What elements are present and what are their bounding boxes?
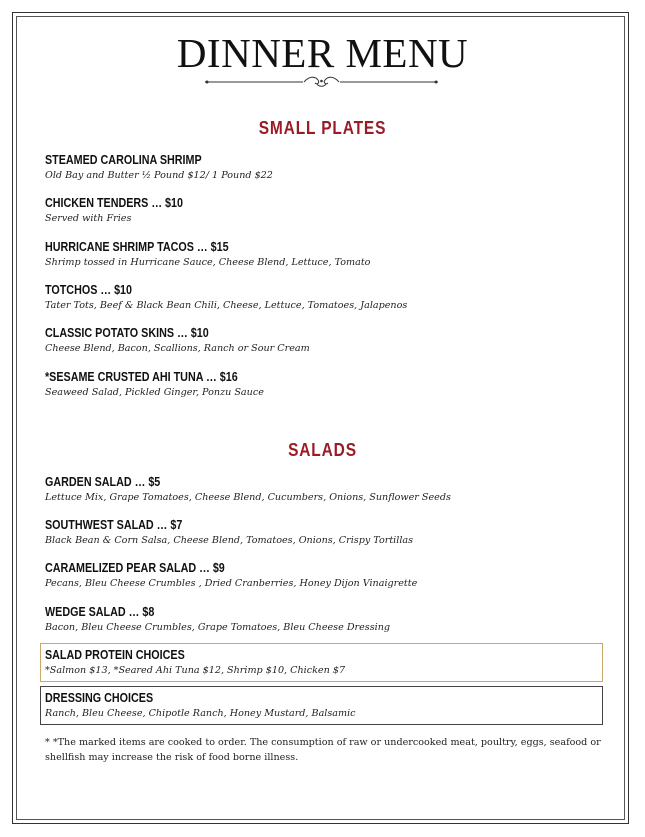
item-description: Shrimp tossed in Hurricane Sauce, Cheese Blend, Lettuce, Tomato	[45, 257, 371, 268]
menu-item	[45, 560, 605, 591]
section-heading-small-plates: SMALL PLATES	[258, 118, 387, 138]
menu-item	[45, 152, 605, 183]
item-description: Bacon, Bleu Cheese Crumbles, Grape Tomatoes, Bleu Cheese Dressing	[45, 622, 391, 633]
item-description: Old Bay and Butter ½ Pound $12/ 1 Pound $22	[45, 170, 273, 181]
protein-choices	[45, 647, 605, 678]
dressing-choices-title: DRESSING CHOICES	[45, 691, 154, 705]
item-name: STEAMED CAROLINA SHRIMP	[45, 153, 202, 167]
protein-choices-list: *Salmon $13, *Seared Ahi Tuna $12, Shrimp $10, Chicken $7	[45, 665, 346, 676]
item-description: Served with Fries	[45, 213, 132, 224]
flourish-divider-icon	[205, 75, 438, 89]
menu-item	[45, 239, 605, 270]
item-description: Pecans, Bleu Cheese Crumbles , Dried Cranberries, Honey Dijon Vinaigrette	[45, 578, 418, 589]
item-name: *SESAME CRUSTED AHI TUNA … $16	[45, 370, 238, 384]
item-name: CHICKEN TENDERS … $10	[45, 196, 183, 210]
food-safety-footnote: * *The marked items are cooked to order. The consumption of raw or undercooked meat, poultry, eggs, seafood or shellfish may increase the risk of food borne illness.	[45, 737, 601, 763]
item-name: TOTCHOS … $10	[45, 283, 133, 297]
protein-choices-title: SALAD PROTEIN CHOICES	[45, 648, 185, 662]
menu-item	[45, 474, 605, 505]
item-description: Cheese Blend, Bacon, Scallions, Ranch or Sour Cream	[45, 343, 310, 354]
dressing-choices-list: Ranch, Bleu Cheese, Chipotle Ranch, Honey Mustard, Balsamic	[45, 708, 356, 719]
menu-item	[45, 282, 605, 313]
item-name: WEDGE SALAD … $8	[45, 605, 155, 619]
item-name: HURRICANE SHRIMP TACOS … $15	[45, 240, 229, 254]
item-name: SOUTHWEST SALAD … $7	[45, 518, 183, 532]
section-heading-salads: SALADS	[288, 440, 357, 460]
item-name: CARAMELIZED PEAR SALAD … $9	[45, 561, 225, 575]
menu-item	[45, 517, 605, 548]
dressing-choices	[45, 690, 605, 721]
item-name: GARDEN SALAD … $5	[45, 475, 161, 489]
menu-item	[45, 369, 605, 400]
menu-item	[45, 325, 605, 356]
menu-title: DINNER MENU	[176, 30, 469, 76]
item-description: Lettuce Mix, Grape Tomatoes, Cheese Blend, Cucumbers, Onions, Sunflower Seeds	[45, 492, 451, 503]
item-name: CLASSIC POTATO SKINS … $10	[45, 326, 209, 340]
item-description: Black Bean & Corn Salsa, Cheese Blend, Tomatoes, Onions, Crispy Tortillas	[45, 535, 414, 546]
menu-item	[45, 604, 605, 635]
item-description: Seaweed Salad, Pickled Ginger, Ponzu Sauce	[45, 387, 264, 398]
menu-item	[45, 195, 605, 226]
item-description: Tater Tots, Beef & Black Bean Chili, Cheese, Lettuce, Tomatoes, Jalapenos	[45, 300, 408, 311]
